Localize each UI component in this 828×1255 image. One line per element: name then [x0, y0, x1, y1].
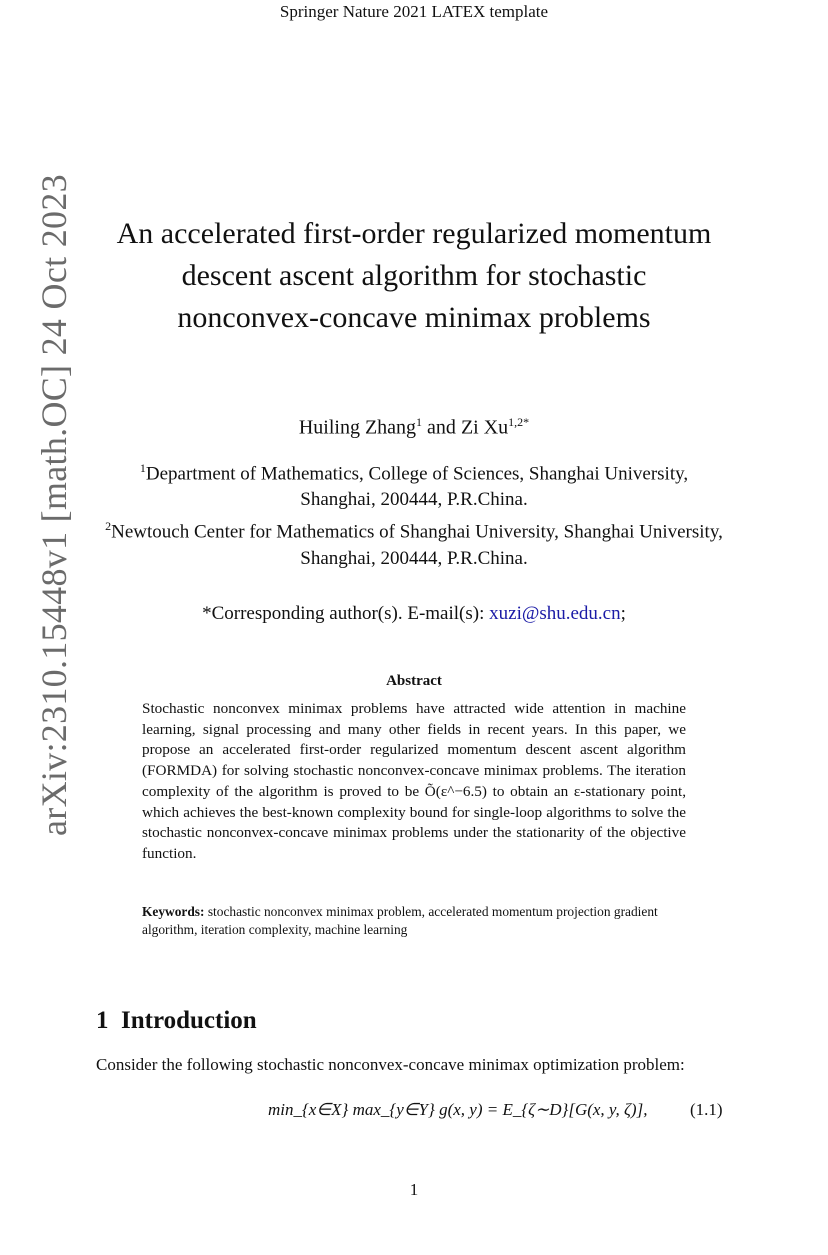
author-name: Zi Xu — [460, 416, 509, 439]
intro-paragraph: Consider the following stochastic nonconvex-concave minimax optimization problem: — [96, 1055, 685, 1074]
arxiv-identifier: arXiv:2310.15448v1 [math.OC] 24 Oct 2023 — [34, 174, 74, 836]
equation-number: (1.1) — [690, 1100, 723, 1119]
affiliation-marker: 1 — [139, 461, 146, 475]
author-line — [0, 415, 828, 440]
keywords — [142, 903, 686, 939]
section-title: Introduction — [121, 1007, 257, 1034]
affiliation-1 — [100, 455, 728, 513]
paper-title: An accelerated first-order regularized momentum descent ascent algorithm for stochastic nonconvex-concave minimax problems — [116, 217, 712, 334]
abstract-text: Stochastic nonconvex minimax problems have attracted wide attention in machine learning, signal processing and many other fields in recent years. In this paper, we propose an accelerated first-order regularized momentum descent ascent algorithm (FORMDA) for solving stochastic nonconvex-concave minimax problems. The iteration complexity of the algorithm is proved to be Õ(ε^−6.5) to obtain an ε-stationary point, which achieves the best-known complexity bound for single-loop algorithms to solve the stochastic nonconvex-concave minimax problems under the stationarity of the objective function. — [142, 700, 686, 862]
affiliation-marker: 2 — [105, 519, 112, 534]
affiliation-2 — [100, 513, 728, 571]
abstract-heading: Abstract — [386, 673, 442, 689]
author-conjunction: and — [422, 416, 461, 439]
section-heading — [96, 1007, 257, 1035]
section-number: 1 — [96, 1007, 109, 1034]
author-affiliation-marker: 1,2* — [508, 415, 530, 429]
keywords-text: stochastic nonconvex minimax problem, accelerated momentum projection gradient algorithm, iteration complexity, machine learning — [142, 904, 658, 937]
page-number: 1 — [409, 1180, 419, 1199]
affiliations — [100, 455, 728, 572]
corresponding-author — [0, 603, 828, 625]
author-affiliation-marker: 1 — [416, 415, 423, 429]
affiliation-text: Newtouch Center for Mathematics of Shanghai University, Shanghai University, Shanghai, 200444, P.R.China. — [111, 521, 723, 569]
author-name: Huiling Zhang — [298, 416, 417, 439]
affiliation-text: Department of Mathematics, College of Sciences, Shanghai University, Shanghai, 200444, P.R.China. — [145, 463, 689, 511]
corresponding-suffix: ; — [620, 603, 626, 624]
equation: min_{x∈X} max_{y∈Y} g(x, y) = E_{ζ∼D}[G(x, y, ζ)], — [268, 1100, 648, 1119]
email-link[interactable]: xuzi@shu.edu.cn — [489, 603, 621, 624]
running-header: Springer Nature 2021 LATEX template — [279, 2, 549, 21]
corresponding-label: *Corresponding author(s). E-mail(s): — [202, 603, 490, 624]
keywords-label: Keywords: — [142, 904, 205, 919]
